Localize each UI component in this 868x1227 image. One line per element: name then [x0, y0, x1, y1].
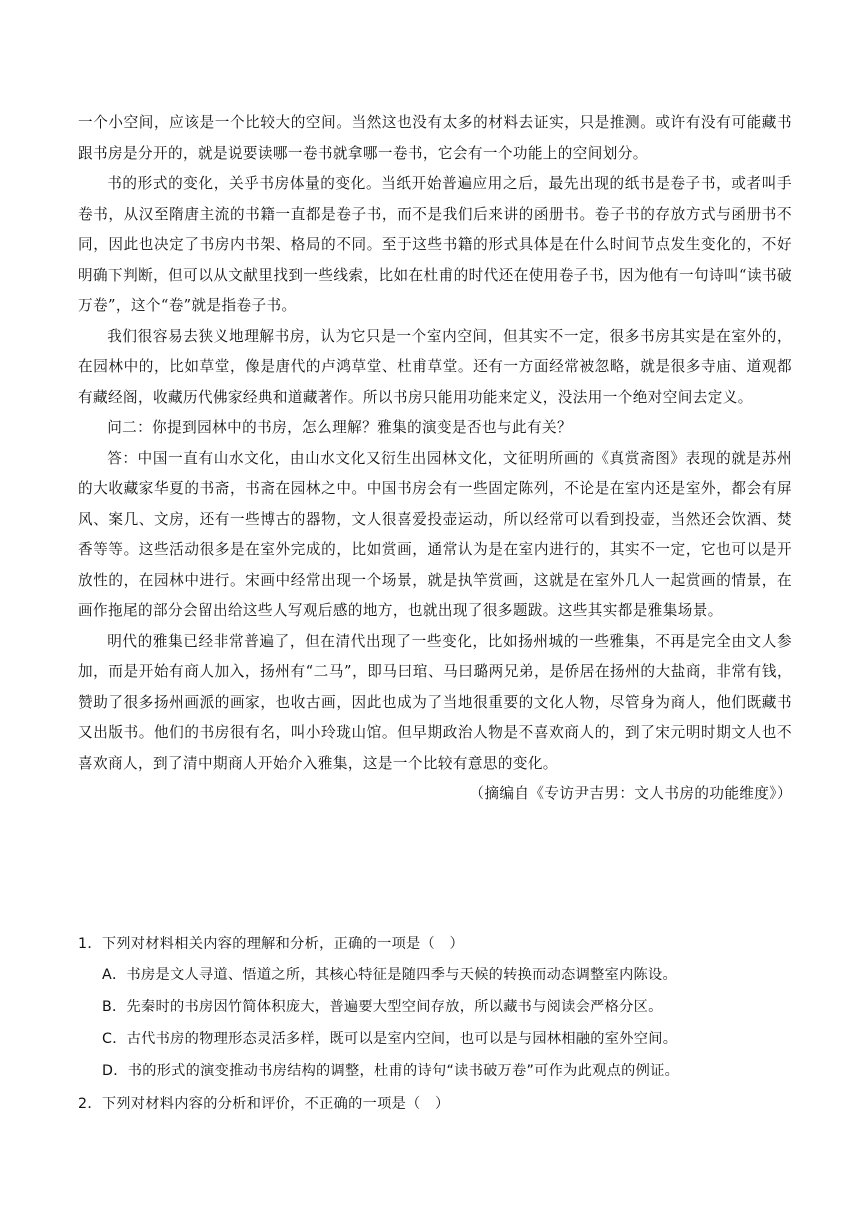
- article-body: [78, 108, 792, 810]
- interview-question: 问二：你提到园林中的书房，怎么理解？雅集的演变是否也与此有关？: [107, 419, 572, 436]
- article-paragraph: 一个小空间，应该是一个比较大的空间。当然这也没有太多的材料去证实，只是推测。或许有没有可能藏书跟书房是分开的，就是说要读哪一卷书就拿哪一卷书，它会有一个功能上的空间划分。: [78, 114, 792, 162]
- question-item: [78, 929, 798, 1087]
- question-option-a: A．书房是文人寻道、悟道之所，其核心特征是随四季与天候的转换而动态调整室内陈设。: [102, 967, 678, 983]
- question-item: [78, 1089, 798, 1119]
- question-stem: 2．下列对材料内容的分析和评价，不正确的一项是（ ）: [78, 1096, 450, 1112]
- question-option-c: C．古代书房的物理形态灵活多样，既可以是室内空间，也可以是与园林相融的室外空间。: [102, 1031, 678, 1047]
- question-option-b: B．先秦时的书房因竹简体积庞大，普遍要大型空间存放，所以藏书与阅读会严格分区。: [102, 999, 663, 1015]
- interview-answer: 答：中国一直有山水文化，由山水文化又衍生出园林文化，文征明所画的《真赏斋图》表现的就是苏州的大收藏家华夏的书斋，书斋在园林之中。中国书房会有一些固定陈列，不论是在室内还是室外，都会有屏风、案几、文房，还有一些博古的器物，文人很喜爱投壶运动，所以经常可以看到投壶，当然还会饮酒、焚香等等。这些活动很多是在室外完成的，比如赏画，通常认为是在室内进行的，其实不一定，它也可以是开放性的，在园林中进行。宋画中经常出现一个场景，就是执竿赏画，这就是在室外几人一起赏画的情景，在画作拖尾的部分会留出给这些人写观后感的地方，也就出现了很多题跋。这些其实都是雅集场景。: [78, 449, 792, 619]
- question-stem: 1．下列对材料相关内容的理解和分析，正确的一项是（ ）: [78, 936, 465, 952]
- source-citation: （摘编自《专访尹吉男：文人书房的功能维度》）: [469, 785, 792, 802]
- question-option-d: D．书的形式的演变推动书房结构的调整，杜甫的诗句“读书破万卷”可作为此观点的例证。: [102, 1063, 680, 1079]
- article-paragraph: 书的形式的变化，关乎书房体量的变化。当纸开始普遍应用之后，最先出现的纸书是卷子书，或者叫手卷书，从汉至隋唐主流的书籍一直都是卷子书，而不是我们后来讲的函册书。卷子书的存放方式与函册书不同，因此也决定了书房内书架、格局的不同。至于这些书籍的形式具体是在什么时间节点发生变化的，不好明确下判断，但可以从文献里找到一些线索，比如在杜甫的时代还在使用卷子书，因为他有一句诗叫“读书破万卷”，这个“卷”就是指卷子书。: [78, 175, 792, 314]
- article-paragraph: 明代的雅集已经非常普遍了，但在清代出现了一些变化，比如扬州城的一些雅集，不再是完全由文人参加，而是开始有商人加入，扬州有“二马”，即马曰琯、马曰璐两兄弟，是侨居在扬州的大盐商，非常有钱，赞助了很多扬州画派的画家，也收古画，因此也成为了当地很重要的文化人物，尽管身为商人，他们既藏书又出版书。他们的书房很有名，叫小玲珑山馆。但早期政治人物是不喜欢商人的，到了宋元明时期文人也不喜欢商人，到了清中期商人开始介入雅集，这是一个比较有意思的变化。: [78, 632, 792, 772]
- question-section: [78, 929, 798, 1119]
- article-paragraph: 我们很容易去狭义地理解书房，认为它只是一个室内空间，但其实不一定，很多书房其实是在室外的，在园林中的，比如草堂，像是唐代的卢鸿草堂、杜甫草堂。还有一方面经常被忽略，就是很多寺庙、道观都有藏经阁，收藏历代佛家经典和道藏著作。所以书房只能用功能来定义，没法用一个绝对空间去定义。: [78, 327, 792, 406]
